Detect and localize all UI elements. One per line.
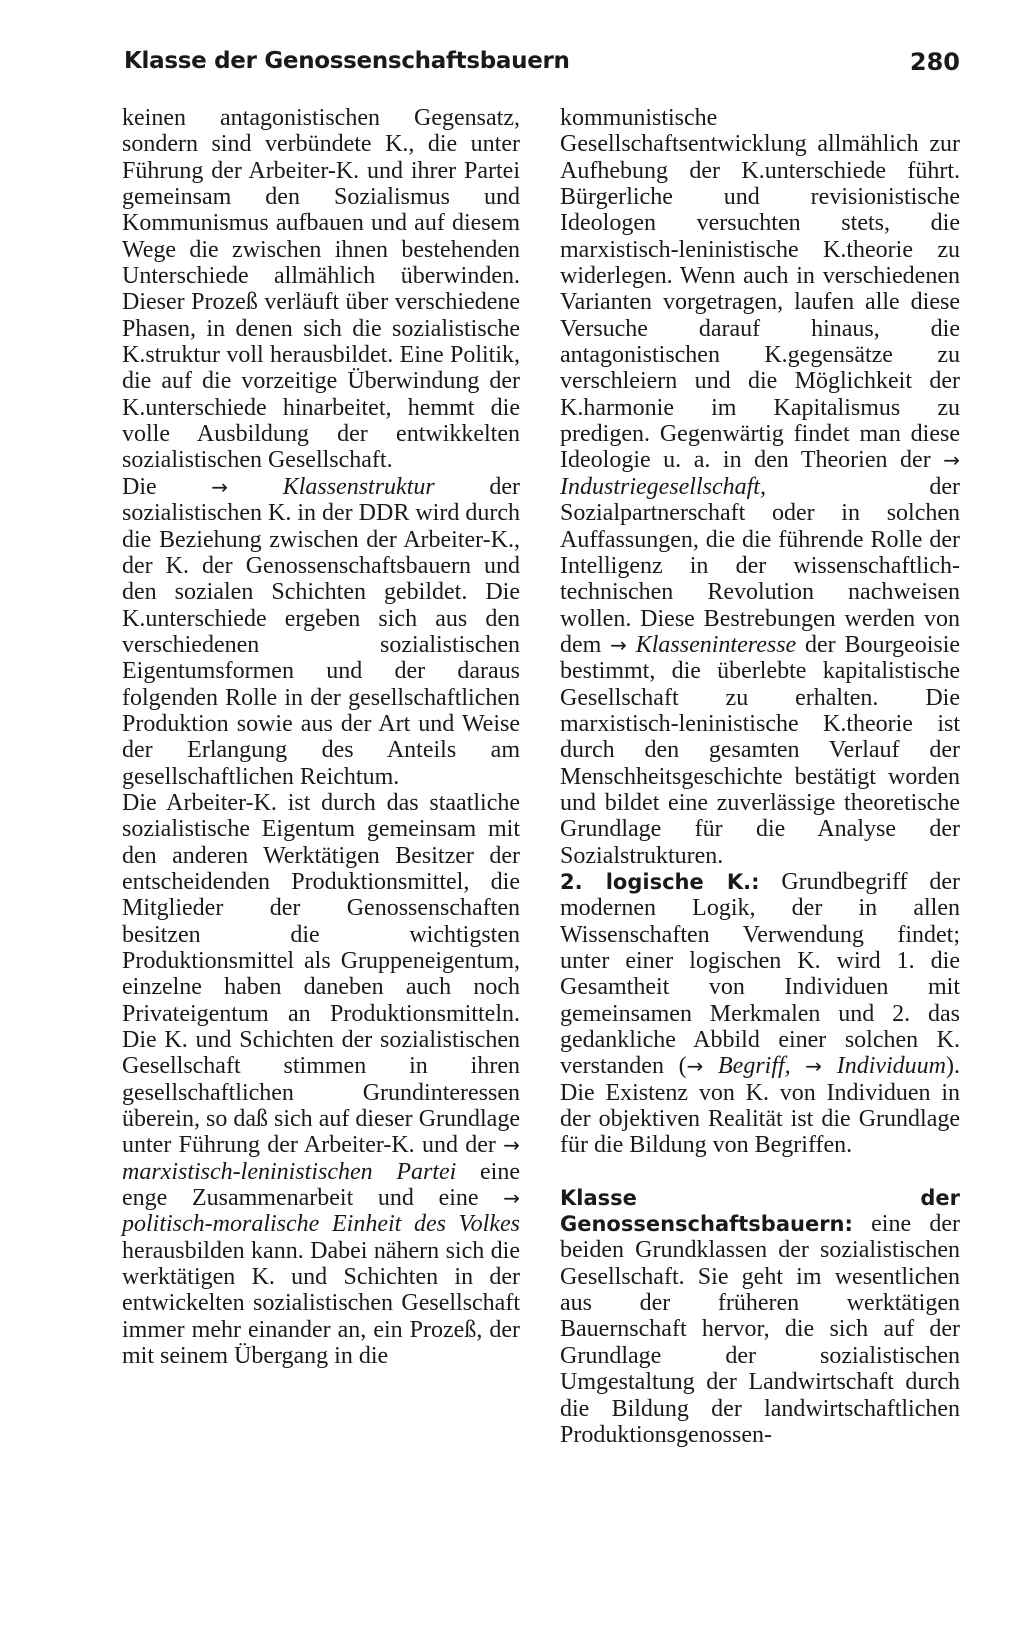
cross-reference: Klasseninteresse [635, 631, 797, 658]
paragraph [122, 474, 520, 790]
paragraph-text: der sozialistischen K. in der DDR wird durch die Beziehung zwischen der Arbeiter-K., der K. der Genossenschaftsbauern und den sozialen Schichten gebildet. Die K.unterschiede ergeben sich aus den verschiedenen sozialistischen Eigentumsformen und der daraus folgenden Rolle in der gesellschaftlichen Produktion sowie aus der Art und Weise der Erlangung des Anteils am gesellschaftlichen Reichtum. [122, 473, 521, 790]
cross-reference-arrow-icon: → [610, 632, 627, 657]
paragraph-text: Die [122, 473, 157, 500]
paragraph-text: herausbilden kann. Dabei nähern sich die werktätigen K. und Schichten in der entwickelten sozialistischen Gesellschaft immer mehr einander an, ein Prozeß, der mit seinem Übergang in die [122, 1237, 520, 1370]
paragraph-text: ). Die Existenz von K. von Individuen in der objektiven Realität ist die Grundlage für die Bildung von Begriffen. [560, 1053, 961, 1159]
left-column [122, 105, 520, 1370]
cross-reference: Individuum [836, 1053, 947, 1080]
cross-reference: Klassenstruktur [282, 473, 435, 500]
paragraph-text: Die Arbeiter-K. ist durch das staatliche sozialistische Eigentum gemeinsam mit den anderen Werktätigen Besitzer der entscheidenden Produktionsmittel, die Mitglieder der Genossenschaften besitzen die wichtigsten Produktionsmittel als Gruppeneigentum, einzelne haben daneben auch noch Privateigentum an Produktionsmitteln. Die K. und Schichten der sozialistischen Gesellschaft stimmen in ihren gesellschaftlichen Grundinteressen überein, so daß sich auf dieser Grundlage unter Führung der Arbeiter-K. und der [122, 789, 520, 1159]
cross-reference-arrow-icon: → [503, 1186, 520, 1211]
paragraph-text: Grundbegriff der modernen Logik, der in allen Wissenschaften Verwendung findet; unter einer logischen K. wird 1. die Gesamtheit von Individuen mit gemeinsamen Merkmalen und 2. das gedankliche Abbild einer solchen K. verstanden ( [560, 868, 960, 1080]
cross-reference: Begriff, [718, 1053, 791, 1080]
paragraph [560, 869, 960, 1159]
right-column [560, 105, 960, 1448]
paragraph [122, 105, 520, 474]
cross-reference-arrow-icon: → [503, 1133, 521, 1158]
cross-reference: politisch-moralische Einheit des Volkes [122, 1211, 520, 1238]
paragraph [560, 105, 960, 869]
cross-reference: marxistisch-leninistischen Partei [122, 1158, 457, 1185]
paragraph-text: eine enge Zusammenarbeit und eine [122, 1158, 520, 1212]
cross-reference-arrow-icon: → [943, 448, 960, 473]
page-header [124, 48, 960, 88]
running-head: Klasse der Genossenschaftsbauern [124, 48, 570, 74]
page-number: 280 [909, 48, 960, 76]
entry-term: 2. logische K.: [560, 869, 760, 894]
paragraph-text: der Sozialpartnerschaft oder in solchen Auffassungen, die die führende Rolle der Intelligenz in der wissenschaftlich-technischen Revolution nachweisen wollen. Diese Bestrebungen werden von dem [560, 473, 960, 658]
paragraph [560, 1185, 960, 1448]
cross-reference-arrow-icon: → [686, 1054, 704, 1079]
entry-separator [560, 1159, 960, 1185]
paragraph-text: kommunistische Gesellschaftsentwicklung allmählich zur Aufhebung der K.unterschiede führt. Bürgerliche und revisionistische Ideologen versuchten stets, die marxistisch-leninistische K.theorie zu widerlegen. Wenn auch in verschiedenen Varianten vorgetragen, laufen alle diese Versuche darauf hinaus, die antagonistischen K.gegensätze zu verschleiern und die Möglichkeit der K.harmonie im Kapitalismus zu predigen. Gegenwärtig findet man diese Ideologie u. a. in den Theorien der [560, 105, 960, 474]
paragraph-text: keinen antagonistischen Gegensatz, sondern sind verbündete K., die unter Führung der Arbeiter-K. und ihrer Partei gemeinsam den Sozialismus und Kommunismus aufbauen und auf diesem Wege die zwischen ihnen bestehenden Unterschiede allmählich überwinden. Dieser Prozeß verläuft über verschiedene Phasen, in denen sich die sozialistische K.struktur voll herausbildet. Eine Politik, die auf die vorzeitige Überwindung der K.unterschiede hinarbeitet, hemmt die volle Ausbildung der entwikkelten sozialistischen Gesellschaft. [122, 105, 520, 474]
cross-reference-arrow-icon: → [211, 474, 229, 499]
paragraph [122, 790, 520, 1370]
cross-reference: Industriegesellschaft, [560, 473, 766, 500]
paragraph-text: der Bourgeoisie bestimmt, die überlebte kapitalistische Gesellschaft zu erhalten. Die marxistisch-leninistische K.theorie ist durch den gesamten Verlauf der Menschheitsgeschichte bestätigt worden und bildet eine zuverlässige theoretische Grundlage für die Analyse der Sozialstrukturen. [560, 631, 961, 869]
cross-reference-arrow-icon: → [805, 1054, 823, 1079]
paragraph-text: eine der beiden Grundklassen der sozialistischen Gesellschaft. Sie geht im wesentlichen aus der früheren werktätigen Bauernschaft hervor, die sich auf der Grundlage der sozialistischen Umgestaltung der Landwirtschaft durch die Bildung der landwirtschaftlichen Produktionsgenossen- [560, 1211, 960, 1448]
entry-term: Klasse der Genossenschaftsbauern: [560, 1185, 960, 1237]
